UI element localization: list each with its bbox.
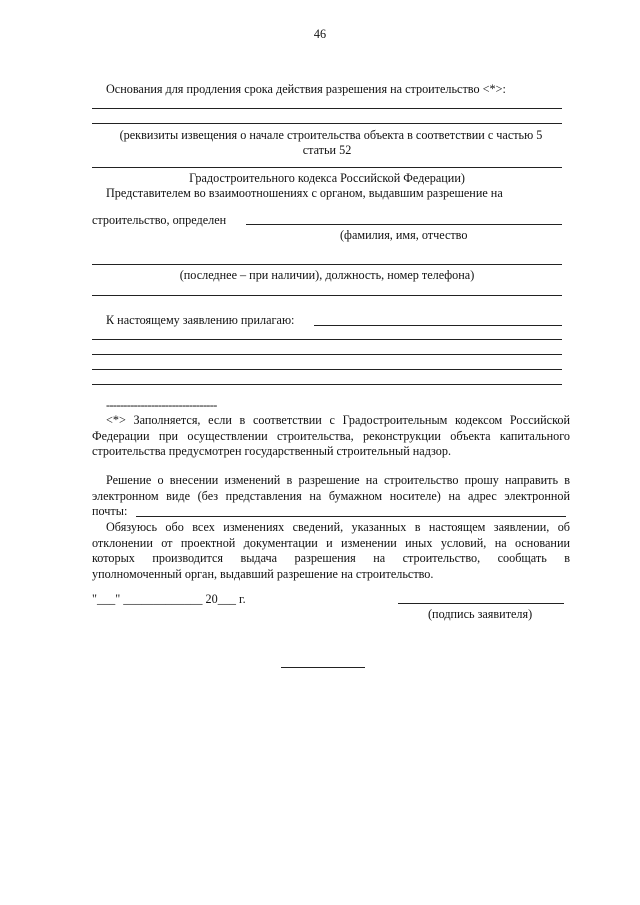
signature-caption: (подпись заявителя): [428, 607, 533, 621]
email-line-2: электронном виде (без представления на бумажном носителе) на адрес электронной: [92, 488, 570, 503]
obligation-text: [92, 520, 570, 582]
representative-text-2: строительство, определен: [92, 213, 227, 227]
representative-caption-2: (последнее – при наличии), должность, номер телефона): [179, 268, 475, 282]
footnote-line-2: Федерации при осуществлении строительства, реконструкции объекта капитального: [92, 428, 570, 443]
attachments-line-0[interactable]: [314, 325, 562, 326]
grounds-line-1[interactable]: [92, 108, 562, 109]
footnote-text: [92, 413, 570, 460]
date-field[interactable]: "___" _____________ 20___ г.: [92, 592, 246, 606]
email-address-field[interactable]: [136, 516, 566, 517]
end-rule: [281, 667, 365, 668]
obligation-line-3: которых производится выдача разрешения на строительство, сообщать в: [92, 551, 570, 566]
footnote-line-3: строительства предусмотрен государственный строительный надзор.: [92, 444, 452, 459]
representative-caption-1: (фамилия, имя, отчество: [340, 228, 468, 242]
attachments-line-4[interactable]: [92, 384, 562, 385]
grounds-line-2[interactable]: [92, 123, 562, 124]
attachments-line-1[interactable]: [92, 339, 562, 340]
page-number: 46: [313, 27, 327, 41]
footnote-separator: --------------------------------: [106, 398, 217, 412]
representative-line-2[interactable]: [92, 264, 562, 265]
email-line-1: Решение о внесении изменений в разрешение на строительство прошу направить в: [106, 473, 570, 487]
attachments-line-3[interactable]: [92, 369, 562, 370]
attachments-line-2[interactable]: [92, 354, 562, 355]
email-line-3: почты:: [92, 504, 128, 519]
email-request: [92, 473, 570, 520]
grounds-label: Основания для продления срока действия разрешения на строительство <*>:: [106, 82, 506, 96]
representative-name-line[interactable]: [246, 224, 562, 225]
obligation-line-2: отклонении от проектной документации и изменении иных условий, на основании: [92, 535, 570, 550]
obligation-line-4: уполномоченный орган, выдавший разрешение на строительство.: [92, 566, 434, 581]
attachments-label: К настоящему заявлению прилагаю:: [106, 313, 295, 327]
representative-text-1: Представителем во взаимоотношениях с органом, выдавшим разрешение на: [106, 186, 503, 200]
signature-line[interactable]: [398, 603, 564, 604]
footnote-line-1: <*> Заполняется, если в соответствии с Градостроительным кодексом Российской: [106, 413, 570, 427]
notice-caption-3: Градостроительного кодекса Российской Федерации): [189, 171, 465, 185]
representative-line-3[interactable]: [92, 295, 562, 296]
notice-line[interactable]: [92, 167, 562, 168]
notice-caption-2: статьи 52: [302, 143, 352, 157]
notice-caption-1: (реквизиты извещения о начале строительства объекта в соответствии с частью 5: [119, 128, 543, 142]
obligation-line-1: Обязуюсь обо всех изменениях сведений, указанных в настоящем заявлении, об: [106, 520, 570, 534]
